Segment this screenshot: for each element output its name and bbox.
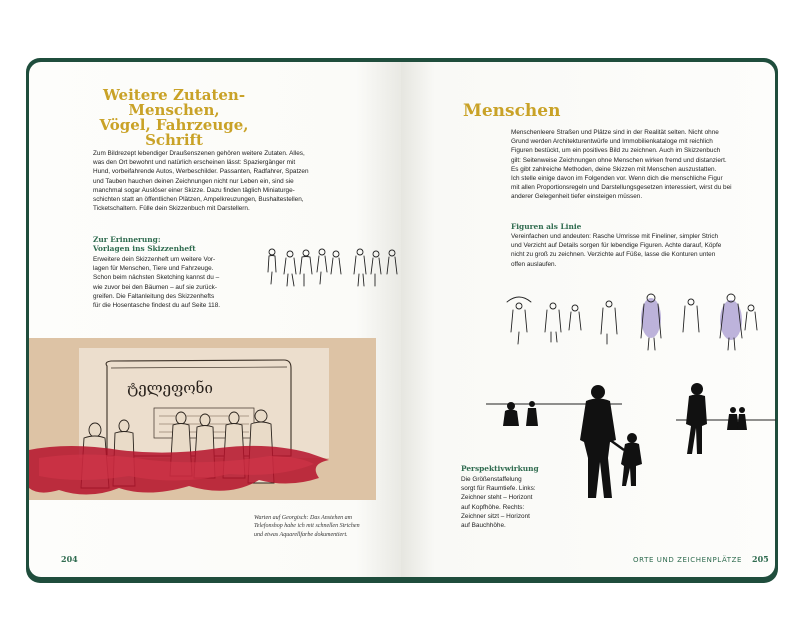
text-line: Ich stelle einige davon im Folgenden vor. Wenn dich die menschliche Figur — [511, 175, 723, 183]
page-number-right: 205 — [752, 554, 769, 564]
text-line: Grund werden Architekturentwürfe und Immobilienkataloge mit reichlich — [511, 138, 713, 146]
text-line: sorgt für Raumtiefe. Links: — [461, 485, 536, 493]
text-line: Ticketschaltern. Fülle dein Skizzenbuch mit Darstellern. — [93, 205, 250, 213]
text-line: offen auslaufen. — [511, 260, 557, 268]
reminder-paragraph — [93, 255, 273, 310]
lines-paragraph — [511, 232, 771, 269]
text-line: Die Größenstaffelung — [461, 476, 522, 483]
title-line-1: Weitere Zutaten- — [102, 86, 246, 104]
text-line: manchmal sogar Auslöser einer Skizze. Dazu finden täglich Miniaturge- — [93, 186, 295, 194]
left-intro-paragraph — [93, 149, 363, 213]
lines-heading: Figuren als Linie — [511, 222, 582, 231]
text-line: für die Hosentasche findest du auf Seite 118. — [93, 302, 221, 310]
text-line: Vereinfachen und andeuten: Rasche Umrisse mit Fineliner, simpler Strich — [511, 233, 719, 240]
caption-line: und etwas Aquarellfarbe dokumentiert. — [254, 531, 348, 538]
shop-sign-text: ტელეფონი — [127, 379, 213, 397]
text-line: auf Kopfhöhe. Rechts: — [461, 503, 525, 511]
text-line: und Tauben hauchen deinen Zeichnungen nicht nur Leben ein, sind sie — [93, 177, 294, 185]
text-line: greifen. Die Faltanleitung des Skizzenhefts — [93, 292, 215, 300]
right-page-title: Menschen — [463, 101, 561, 121]
illustration-caption — [254, 514, 399, 539]
left-page-title — [69, 88, 279, 148]
perspective-heading: Perspektivwirkung — [461, 464, 539, 473]
text-line: Es gibt zahlreiche Methoden, deine Skizzen mit Menschen auszustatten. — [511, 165, 717, 173]
text-line: und Verzicht auf Details sorgen für lebendige Figuren. Achte darauf, Köpfe — [511, 242, 722, 250]
title-line-3: Vögel, Fahrzeuge, — [99, 116, 249, 134]
book-spread — [26, 58, 778, 583]
caption-line: Warten auf Georgisch: Das Anstehen am — [254, 515, 352, 521]
title-line-4: Schrift — [145, 131, 203, 149]
perspective-paragraph — [461, 475, 561, 530]
text-line: Schon beim nächsten Sketching kannst du – — [93, 274, 220, 282]
text-line: lagen für Menschen, Tiere und Fahrzeuge. — [93, 265, 214, 273]
text-line: Zum Bildrezept lebendiger Draußenszenen gehören weitere Zutaten. Alles, — [93, 150, 305, 157]
reminder-heading-line-1: Zur Erinnerung: — [93, 235, 161, 244]
chapter-title-footer: ORTE UND ZEICHENPLÄTZE — [633, 556, 743, 564]
text-line: Erweitere dein Skizzenheft um weitere Vor- — [93, 256, 216, 263]
watercolor-telephone-shop-illustration — [29, 338, 376, 500]
text-line: auf Bauchhöhe. — [461, 522, 506, 530]
reminder-heading-line-2: Vorlagen ins Skizzenheft — [93, 244, 196, 254]
text-line: nicht zu groß zu zeichnen. Verzichte auf Füße, lasse die Konturen unten — [511, 251, 716, 259]
text-line: gilt: Seitenweise Zeichnungen ohne Menschen wirken fremd und distanziert. — [511, 156, 727, 164]
text-line: Zeichner steht – Horizont — [461, 494, 533, 502]
text-line: Hund, vorbeifahrende Autos, Werbeschilder. Passanten, Radfahrer, Spatzen — [93, 168, 309, 176]
text-line: wie zuvor bei den Bäumen – auf sie zurück- — [93, 283, 217, 291]
text-line: anderer Gelegenheit tiefer einsteigen müssen. — [511, 193, 643, 201]
caption-line: Telefonshop habe ich mit schnellen Strichen — [254, 523, 360, 530]
left-page — [29, 62, 401, 577]
right-page — [401, 62, 775, 577]
text-line: Figuren bestückt, um ein positives Bild zu zeichnen. Auch im Skizzenbuch — [511, 147, 721, 155]
reminder-heading — [93, 235, 293, 254]
text-line: schichten statt an öffentlichen Plätzen, Ampelkreuzungen, Bushaltestellen, — [93, 196, 304, 204]
sketched-figures-row — [501, 288, 761, 358]
text-line: was den Ort bewohnt und natürlich erscheinen lässt: Spaziergänger mit — [93, 159, 296, 167]
page-number-left: 204 — [61, 554, 78, 564]
title-line-2: Menschen, — [128, 101, 220, 119]
text-line: Menschenleere Straßen und Plätze sind in der Realität selten. Nicht ohne — [511, 129, 719, 136]
text-line: mit allen Proportionsregeln und Darstellungsgesetzen interessiert, wirst du bei — [511, 184, 732, 192]
right-intro-paragraph — [511, 128, 771, 202]
text-line: Zeichner sitzt – Horizont — [461, 512, 530, 520]
